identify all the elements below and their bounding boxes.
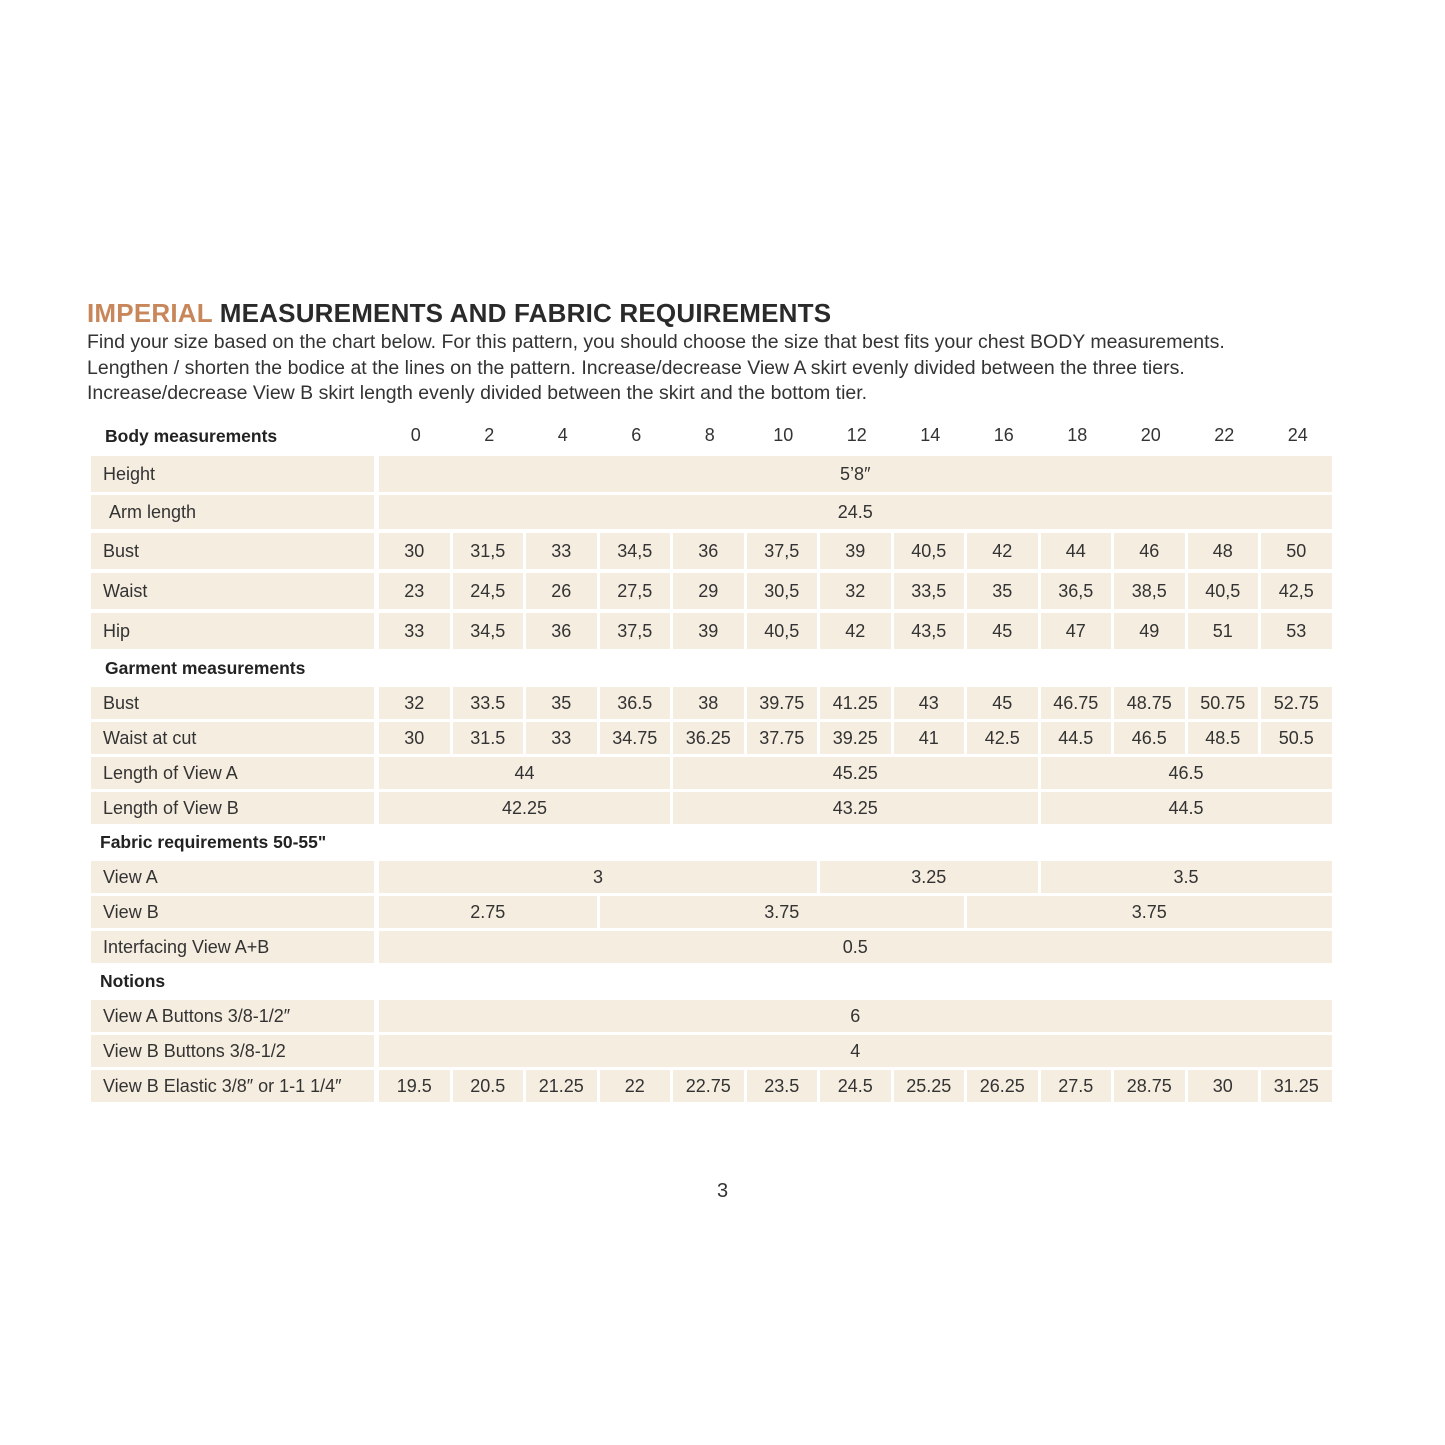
row-label: Bust [91, 533, 374, 569]
table-cell: 20.5 [453, 1070, 524, 1102]
table-cell: 39.25 [820, 722, 891, 754]
table-cell-span: 3.5 [1041, 861, 1332, 893]
row-label: View A [91, 861, 374, 893]
size-header: 8 [704, 425, 715, 445]
table-cell: 30 [379, 533, 450, 569]
table-cell-span: 0.5 [379, 931, 1332, 963]
table-cell: 48 [1188, 533, 1259, 569]
table-cell-span: 5’8″ [379, 456, 1332, 492]
table-cell-span: 3.75 [600, 896, 965, 928]
table-cell-span: 42.25 [379, 792, 670, 824]
table-cell: 39 [673, 613, 744, 649]
row-label: Hip [91, 613, 374, 649]
table-cell: 22 [600, 1070, 671, 1102]
table-cell: 52.75 [1261, 687, 1332, 719]
table-cell: 34,5 [453, 613, 524, 649]
table-cell: 34,5 [600, 533, 671, 569]
table-cell: 33 [526, 533, 597, 569]
table-cell: 38,5 [1114, 573, 1185, 609]
table-cell: 23 [379, 573, 450, 609]
table-cell: 47 [1041, 613, 1112, 649]
row-label: Waist at cut [91, 722, 374, 754]
intro-line: Lengthen / shorten the bodice at the lines on the pattern. Increase/decrease View A skirt evenly divided between the three tiers. [87, 356, 1185, 379]
table-cell: 43,5 [894, 613, 965, 649]
table-cell: 45 [967, 687, 1038, 719]
table-cell: 39.75 [747, 687, 818, 719]
table-cell: 40,5 [747, 613, 818, 649]
row-label: Interfacing View A+B [91, 931, 374, 963]
table-cell: 35 [967, 573, 1038, 609]
size-header: 18 [1067, 425, 1088, 445]
size-header: 0 [410, 425, 421, 445]
table-cell: 40,5 [894, 533, 965, 569]
size-header: 12 [846, 425, 867, 445]
size-header: 14 [920, 425, 941, 445]
size-header: 10 [773, 425, 794, 445]
table-cell: 48.5 [1188, 722, 1259, 754]
row-label: Length of View B [91, 792, 374, 824]
row-label: Length of View A [91, 757, 374, 789]
table-cell-span: 3 [379, 861, 817, 893]
table-cell: 49 [1114, 613, 1185, 649]
table-cell: 50.5 [1261, 722, 1332, 754]
table-cell: 31.5 [453, 722, 524, 754]
table-cell: 45 [967, 613, 1038, 649]
table-cell: 44.5 [1041, 722, 1112, 754]
row-label: Height [91, 456, 374, 492]
table-cell: 37.75 [747, 722, 818, 754]
row-label: View A Buttons 3/8-1/2″ [91, 1000, 374, 1032]
row-label: View B [91, 896, 374, 928]
table-cell: 38 [673, 687, 744, 719]
table-cell-span: 2.75 [379, 896, 597, 928]
table-cell: 30 [379, 722, 450, 754]
section-header: Fabric requirements 50-55" [100, 831, 327, 852]
table-cell: 34.75 [600, 722, 671, 754]
table-cell: 24.5 [820, 1070, 891, 1102]
intro-text [87, 330, 1225, 407]
table-cell-span: 3.75 [967, 896, 1332, 928]
table-cell: 36 [526, 613, 597, 649]
table-cell: 26.25 [967, 1070, 1038, 1102]
table-cell-span: 24.5 [379, 495, 1332, 529]
row-label: View B Buttons 3/8-1/2 [91, 1035, 374, 1067]
table-cell: 33 [379, 613, 450, 649]
page-title: IMPERIAL MEASUREMENTS AND FABRIC REQUIREMENTS [87, 298, 832, 328]
page-number: 3 [716, 1180, 729, 1202]
table-cell: 48.75 [1114, 687, 1185, 719]
row-label: Arm length [91, 495, 374, 529]
size-header: 22 [1214, 425, 1235, 445]
table-cell-span: 4 [379, 1035, 1332, 1067]
table-cell: 33 [526, 722, 597, 754]
table-cell: 36.25 [673, 722, 744, 754]
table-cell: 36,5 [1041, 573, 1112, 609]
table-cell: 33.5 [453, 687, 524, 719]
table-cell: 36 [673, 533, 744, 569]
table-cell: 24,5 [453, 573, 524, 609]
size-header: 2 [484, 425, 495, 445]
size-header: 20 [1140, 425, 1161, 445]
table-cell: 41.25 [820, 687, 891, 719]
table-cell: 32 [820, 573, 891, 609]
table-cell: 42 [967, 533, 1038, 569]
table-cell: 30 [1188, 1070, 1259, 1102]
table-cell: 46 [1114, 533, 1185, 569]
size-header: 4 [557, 425, 568, 445]
table-cell: 21.25 [526, 1070, 597, 1102]
intro-line: Increase/decrease View B skirt length evenly divided between the skirt and the bottom tier. [87, 382, 868, 404]
table-cell-span: 3.25 [820, 861, 1038, 893]
size-header: 16 [993, 425, 1014, 445]
table-cell: 27,5 [600, 573, 671, 609]
table-cell: 42 [820, 613, 891, 649]
table-cell: 36.5 [600, 687, 671, 719]
table-cell: 26 [526, 573, 597, 609]
section-header: Notions [100, 970, 166, 991]
table-cell: 22.75 [673, 1070, 744, 1102]
table-cell: 33,5 [894, 573, 965, 609]
table-cell-span: 45.25 [673, 757, 1038, 789]
table-cell: 37,5 [600, 613, 671, 649]
table-cell: 32 [379, 687, 450, 719]
table-cell: 51 [1188, 613, 1259, 649]
table-cell: 30,5 [747, 573, 818, 609]
table-cell: 25.25 [894, 1070, 965, 1102]
table-cell: 31,5 [453, 533, 524, 569]
table-cell: 37,5 [747, 533, 818, 569]
table-cell: 23.5 [747, 1070, 818, 1102]
table-cell-span: 43.25 [673, 792, 1038, 824]
table-cell: 39 [820, 533, 891, 569]
table-cell-span: 6 [379, 1000, 1332, 1032]
row-label: Waist [91, 573, 374, 609]
section-header: Garment measurements [105, 657, 306, 678]
table-cell: 53 [1261, 613, 1332, 649]
table-cell: 29 [673, 573, 744, 609]
table-cell: 41 [894, 722, 965, 754]
row-label: Bust [91, 687, 374, 719]
table-cell-span: 44 [379, 757, 670, 789]
table-cell-span: 44.5 [1041, 792, 1332, 824]
intro-line: Find your size based on the chart below. For this pattern, you should choose the size that best fits your chest BODY measurements. [87, 331, 1225, 353]
section-header: Body measurements [105, 425, 278, 446]
table-cell: 19.5 [379, 1070, 450, 1102]
row-label: View B Elastic 3/8″ or 1-1 1/4″ [91, 1070, 374, 1102]
size-header: 6 [631, 425, 642, 445]
table-cell: 46.75 [1041, 687, 1112, 719]
table-cell: 42,5 [1261, 573, 1332, 609]
table-cell: 42.5 [967, 722, 1038, 754]
table-cell-span: 46.5 [1041, 757, 1332, 789]
table-cell: 44 [1041, 533, 1112, 569]
table-cell: 50 [1261, 533, 1332, 569]
size-header: 24 [1287, 425, 1308, 445]
table-cell: 27.5 [1041, 1070, 1112, 1102]
table-cell: 28.75 [1114, 1070, 1185, 1102]
table-cell: 31.25 [1261, 1070, 1332, 1102]
table-cell: 35 [526, 687, 597, 719]
table-cell: 43 [894, 687, 965, 719]
table-cell: 40,5 [1188, 573, 1259, 609]
table-cell: 46.5 [1114, 722, 1185, 754]
table-cell: 50.75 [1188, 687, 1259, 719]
